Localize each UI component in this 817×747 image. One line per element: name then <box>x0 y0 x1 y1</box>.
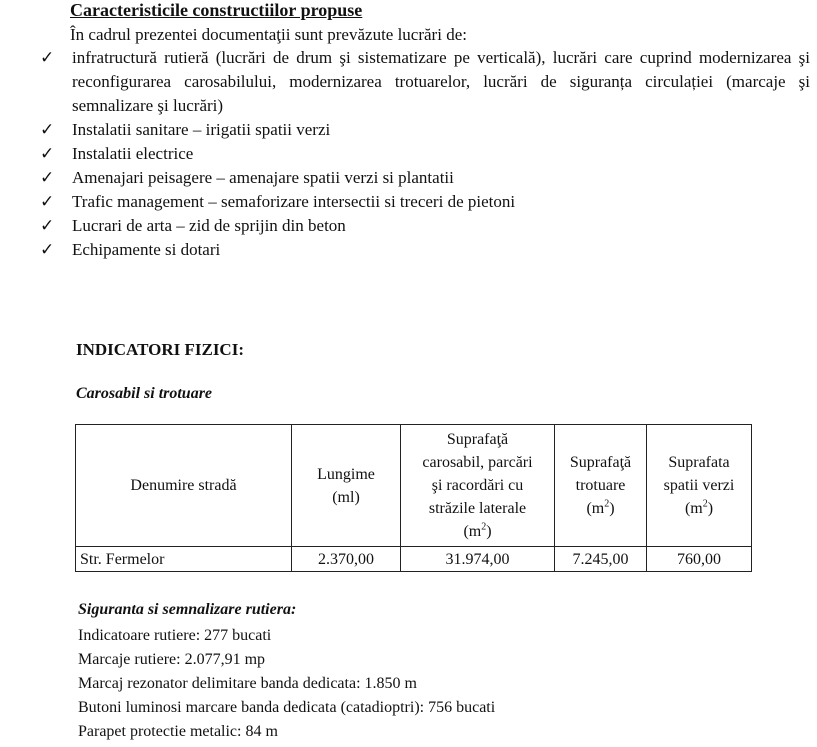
header-length: Lungime (ml) <box>292 425 401 547</box>
roadway-subheading: Carosabil si trotuare <box>76 385 213 402</box>
works-item-text: infratructură rutieră (lucrări de drum şi sistematizare pe verticală), lucrări care cuprind modernizarea şi reconfigurarea carosabilului, modernizarea trotuarelor, lucrări de siguranța circulației (marcaje şi semnalizare şi lucrări) <box>72 48 810 115</box>
checkmark-icon: ✓ <box>40 240 55 260</box>
checkmark-icon: ✓ <box>40 120 55 140</box>
works-item <box>40 214 810 238</box>
cell-street-name: Str. Fermelor <box>76 547 292 572</box>
indicators-heading: INDICATORI FIZICI: <box>76 340 244 359</box>
works-item <box>40 142 810 166</box>
document-title: Caracteristicile constructiilor propuse <box>70 0 363 20</box>
cell-sidewalk-area: 7.245,00 <box>555 547 647 572</box>
works-item-text: Echipamente si dotari <box>72 240 221 259</box>
works-item-text: Lucrari de arta – zid de sprijin din beton <box>72 216 346 235</box>
safety-item: Marcaj rezonator delimitare banda dedicata: 1.850 m <box>78 675 417 692</box>
works-item <box>40 238 810 262</box>
intro-paragraph: În cadrul prezentei documentaţii sunt prevăzute lucrări de: <box>70 25 467 44</box>
checkmark-icon: ✓ <box>40 216 55 236</box>
safety-item: Butoni luminosi marcare banda dedicata (catadioptri): 756 bucati <box>78 699 496 716</box>
physical-indicators-table <box>75 424 752 572</box>
cell-length: 2.370,00 <box>292 547 401 572</box>
header-street-name: Denumire stradă <box>76 425 292 547</box>
table-header-row <box>76 425 752 547</box>
safety-heading: Siguranta si semnalizare rutiera: <box>78 601 297 618</box>
safety-list <box>78 624 495 744</box>
works-item-text: Instalatii sanitare – irigatii spatii verzi <box>72 120 331 139</box>
checkmark-icon: ✓ <box>40 168 55 188</box>
checkmark-icon: ✓ <box>40 144 55 164</box>
table-row <box>76 547 752 572</box>
header-sidewalk-area: Suprafaţă trotuare $(m^2)$ <box>555 425 647 547</box>
header-carriageway-area: Suprafaţă carosabil, parcări şi racordări cu străzile laterale $(m^2)$ <box>401 425 555 547</box>
safety-item: Parapet protectie metalic: 84 m <box>78 723 278 740</box>
checkmark-icon: ✓ <box>40 192 55 212</box>
cell-green-area: 760,00 <box>647 547 752 572</box>
header-green-area: Suprafata spatii verzi $(m^2)$ <box>647 425 752 547</box>
works-item-text: Trafic management – semaforizare intersectii si treceri de pietoni <box>72 192 516 211</box>
works-item-text: Instalatii electrice <box>72 144 194 163</box>
safety-item: Marcaje rutiere: 2.077,91 mp <box>78 651 266 668</box>
safety-item: Indicatoare rutiere: 277 bucati <box>78 627 272 644</box>
works-item <box>40 190 810 214</box>
cell-carriageway-area: 31.974,00 <box>401 547 555 572</box>
works-checklist <box>40 46 810 262</box>
works-item-text: Amenajari peisagere – amenajare spatii verzi si plantatii <box>72 168 454 187</box>
checkmark-icon: ✓ <box>40 48 55 68</box>
works-item <box>40 118 810 142</box>
works-item <box>40 166 810 190</box>
works-item <box>40 46 810 118</box>
